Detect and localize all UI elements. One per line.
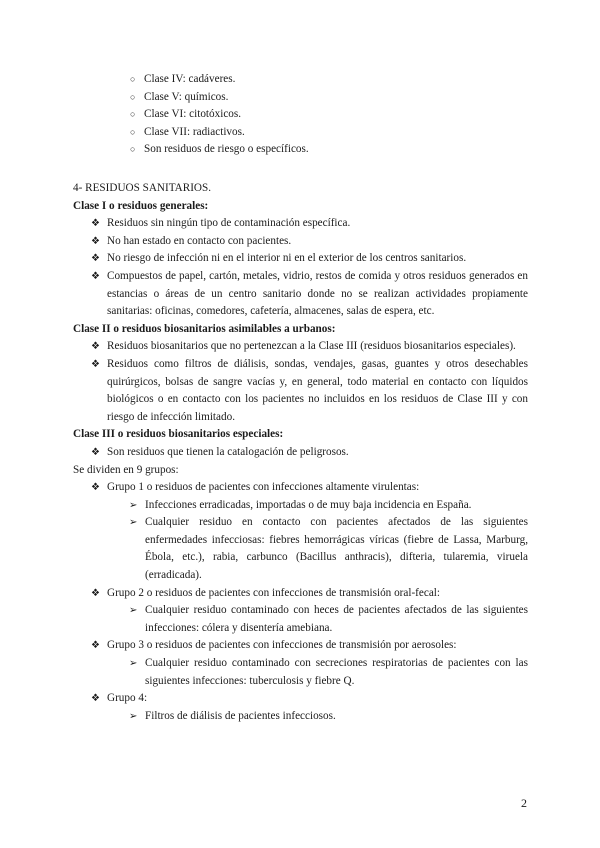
group-item: ❖ Grupo 1 o residuos de pacientes con infecciones altamente virulentas: [73, 479, 528, 497]
group-item: ❖ Grupo 3 o residuos de pacientes con infecciones de transmisión por aerosoles: [73, 637, 528, 655]
arrow-bullet-icon: ➢ [129, 605, 138, 617]
class-list-continued [130, 71, 309, 159]
circle-bullet-icon: ○ [130, 74, 136, 84]
arrow-bullet-icon: ➢ [129, 710, 138, 722]
diamond-bullet-icon: ❖ [91, 235, 100, 247]
circle-bullet-icon: ○ [130, 144, 136, 155]
list-item: ❖ No han estado en contacto con pacientes. [73, 233, 528, 251]
diamond-bullet-icon: ❖ [91, 341, 100, 353]
clase-3-heading: Clase III o residuos biosanitarios especiales: [73, 428, 284, 441]
document-body [73, 180, 528, 725]
diamond-bullet-icon: ❖ [91, 358, 100, 370]
list-item: ○ Clase VI: citotóxicos. [130, 106, 309, 124]
diamond-bullet-icon: ❖ [91, 693, 100, 705]
circle-bullet-icon: ○ [130, 126, 136, 137]
arrow-bullet-icon: ➢ [129, 658, 138, 670]
list-item: ❖ Residuos sin ningún tipo de contaminación específica. [73, 215, 528, 233]
diamond-bullet-icon: ❖ [91, 640, 100, 652]
circle-bullet-icon: ○ [130, 109, 136, 120]
list-item: ○ Clase IV: cadáveres. [130, 71, 309, 89]
arrow-bullet-icon: ➢ [129, 499, 138, 511]
group-item: ❖ Grupo 2 o residuos de pacientes con infecciones de transmisión oral-fecal: [73, 585, 528, 603]
arrow-bullet-icon: ➢ [129, 517, 138, 529]
list-item: ○ Clase VII: radiactivos. [130, 124, 309, 142]
list-item: ❖ Residuos biosanitarios que no pertenezcan a la Clase III (residuos biosanitarios especiales). [73, 338, 528, 356]
list-item: ❖ Son residuos que tienen la catalogación de peligrosos. [73, 444, 528, 462]
list-item: ❖ Compuestos de papel, cartón, metales, vidrio, restos de comida y otros residuos generados en estancias o áreas de un centro sanitario donde no se realizan actividades propiamente sanitarias: oficinas, comedores, cafetería, almacenes, salas de espera, etc. [91, 269, 528, 318]
list-item: ❖ Residuos como filtros de diálisis, sondas, vendajes, gasas, guantes y otros desechables quirúrgicos, bolsas de sangre vacías y, en general, todo material en contacto con líquidos biológicos o en contacto con los pacientes no incluidos en los residuos de Clase III y con riesgo de infección limitado. [91, 357, 528, 423]
diamond-bullet-icon: ❖ [91, 218, 100, 230]
list-item: ○ Clase V: químicos. [130, 89, 309, 107]
group-item: ❖ Grupo 4: [73, 690, 528, 708]
diamond-bullet-icon: ❖ [91, 253, 100, 265]
list-item: ○ Son residuos de riesgo o específicos. [130, 141, 309, 159]
circle-bullet-icon: ○ [130, 91, 136, 102]
sub-item: ➢ Cualquier residuo contaminado con secreciones respiratorias de pacientes con las siguientes infecciones: tuberculosis y fiebre Q. [129, 657, 528, 687]
sub-item: ➢ Filtros de diálisis de pacientes infecciosos. [129, 708, 528, 726]
diamond-bullet-icon: ❖ [91, 587, 100, 599]
groups-intro: Se dividen en 9 grupos: [73, 463, 179, 476]
sub-item: ➢ Cualquier residuo contaminado con heces de pacientes afectados de las siguientes infecciones: cólera y disentería amebiana. [129, 604, 528, 634]
clase-2-heading: Clase II o residuos biosanitarios asimilables a urbanos: [73, 322, 336, 335]
sub-item: ➢ Infecciones erradicadas, importadas o de muy baja incidencia en España. [129, 497, 528, 515]
diamond-bullet-icon: ❖ [91, 270, 100, 282]
clase-1-heading: Clase I o residuos generales: [73, 199, 209, 212]
sub-item: ➢ Cualquier residuo en contacto con pacientes afectados de las siguientes enfermedades infecciosas: fiebres hemorrágicas víricas (fiebre de Lassa, Marburg, Ébola, etc.), rabia, carbunco (Bacillus anthracis), difteria, tularemia, viruela (erradicada). [129, 516, 528, 582]
section-title: 4- RESIDUOS SANITARIOS. [73, 182, 212, 194]
page-number: 2 [521, 796, 527, 810]
list-item: ❖ No riesgo de infección ni en el interior ni en el exterior de los centros sanitarios. [73, 250, 528, 268]
diamond-bullet-icon: ❖ [91, 446, 100, 458]
diamond-bullet-icon: ❖ [91, 482, 100, 494]
